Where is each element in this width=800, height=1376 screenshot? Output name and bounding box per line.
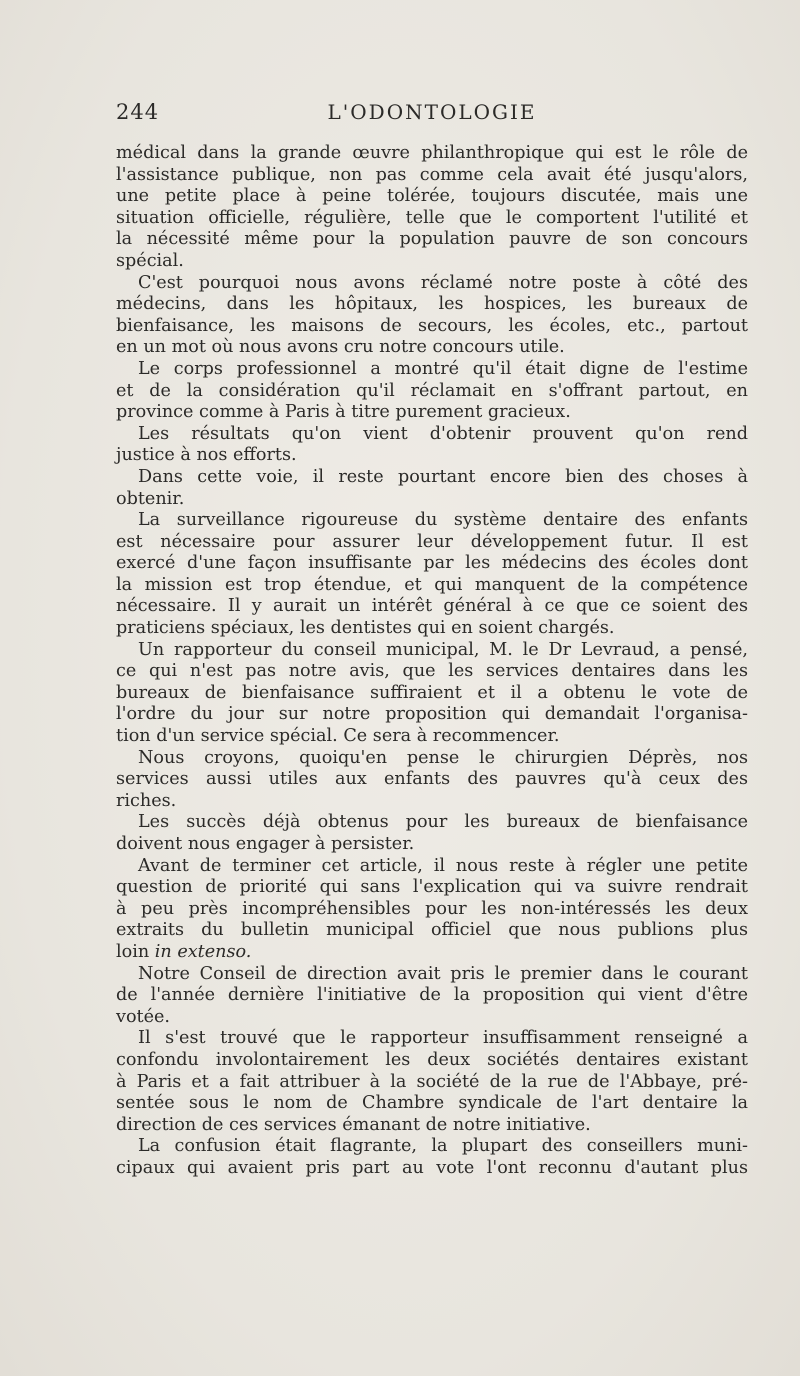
text-line: praticiens spéciaux, les dentistes qui en soient chargés. <box>116 618 615 639</box>
italic-phrase: in extenso. <box>154 941 252 962</box>
text-line: question de priorité qui sans l'explication qui va suivre rendrait <box>116 877 748 898</box>
page-number: 244 <box>116 100 160 124</box>
text-line: province comme à Paris à titre purement gracieux. <box>116 402 571 423</box>
text-line: une petite place à peine tolérée, toujours discutée, mais une <box>116 186 748 207</box>
text-line: services aussi utiles aux enfants des pauvres qu'à ceux des <box>116 769 748 790</box>
text-line: Nous croyons, quoiqu'en pense le chirurgien Déprès, nos <box>138 747 748 768</box>
text-line: sentée sous le nom de Chambre syndicale de l'art dentaire la <box>116 1093 748 1114</box>
text-line: en un mot où nous avons cru notre concours utile. <box>116 337 565 358</box>
text-line: confondu involontairement les deux sociétés dentaires existant <box>116 1049 748 1070</box>
text-line: direction de ces services émanant de notre initiative. <box>116 1114 591 1135</box>
text-line: La confusion était flagrante, la plupart des conseillers muni- <box>138 1136 748 1157</box>
text-line: C'est pourquoi nous avons réclamé notre poste à côté des <box>138 272 748 293</box>
text-line: situation officielle, régulière, telle que le comportent l'utilité et <box>116 207 748 228</box>
text-line: à peu près incompréhensibles pour les non-intéressés les deux <box>116 898 748 919</box>
text-line: Les résultats qu'on vient d'obtenir prouvent qu'on rend <box>138 423 748 444</box>
text-line: nécessaire. Il y aurait un intérêt général à ce que ce soient des <box>116 596 748 617</box>
body-text <box>116 143 748 1180</box>
text-line: bureaux de bienfaisance suffiraient et il a obtenu le vote de <box>116 682 748 703</box>
text-line: exercé d'une façon insuffisante par les médecins des écoles dont <box>116 553 748 574</box>
text-line: de l'année dernière l'initiative de la proposition qui vient d'être <box>116 985 748 1006</box>
text-line: médecins, dans les hôpitaux, les hospices, les bureaux de <box>116 294 748 315</box>
text-fragment: loin <box>116 941 150 962</box>
text-line: obtenir. <box>116 488 185 509</box>
text-line: est nécessaire pour assurer leur développement futur. Il est <box>116 531 748 552</box>
text-line: la nécessité même pour la population pauvre de son concours <box>116 229 748 250</box>
text-line: cipaux qui avaient pris part au vote l'ont reconnu d'autant plus <box>116 1157 748 1178</box>
text-line: doivent nous engager à persister. <box>116 834 415 854</box>
text-line: tion d'un service spécial. Ce sera à recommencer. <box>116 726 560 747</box>
text-line: extraits du bulletin municipal officiel que nous publions plus <box>116 920 748 941</box>
text-line: Les succès déjà obtenus pour les bureaux de bienfaisance <box>138 812 748 833</box>
text-line: Dans cette voie, il reste pourtant encore bien des choses à <box>138 466 748 487</box>
page-header <box>116 100 748 130</box>
text-line: la mission est trop étendue, et qui manquent de la compétence <box>116 574 748 595</box>
text-line: ce qui n'est pas notre avis, que les services dentaires dans les <box>116 661 748 682</box>
text-line: médical dans la grande œuvre philanthropique qui est le rôle de <box>116 143 748 163</box>
text-line: bienfaisance, les maisons de secours, les écoles, etc., partout <box>116 315 748 336</box>
text-line: spécial. <box>116 250 184 271</box>
text-line: à Paris et a fait attribuer à la société de la rue de l'Abbaye, pré- <box>116 1071 748 1092</box>
text-line: l'assistance publique, non pas comme cela avait été jusqu'alors, <box>116 164 748 185</box>
running-title: L'ODONTOLOGIE <box>327 100 537 124</box>
text-line: et de la considération qu'il réclamait en s'offrant partout, en <box>116 380 748 401</box>
text-line: l'ordre du jour sur notre proposition qui demandait l'organisa- <box>116 704 748 725</box>
text-line: riches. <box>116 790 177 811</box>
text-line: Un rapporteur du conseil municipal, M. le Dr Levraud, a pensé, <box>138 639 748 660</box>
text-line: Notre Conseil de direction avait pris le premier dans le courant <box>138 963 748 984</box>
text-line: votée. <box>116 1006 171 1027</box>
text-line: Il s'est trouvé que le rapporteur insuffisamment renseigné a <box>138 1028 748 1049</box>
text-line: La surveillance rigoureuse du système dentaire des enfants <box>138 510 748 531</box>
text-line: Avant de terminer cet article, il nous reste à régler une petite <box>138 855 748 876</box>
text-line-with-italic <box>116 942 748 964</box>
text-line: Le corps professionnel a montré qu'il était digne de l'estime <box>138 358 748 379</box>
text-line: justice à nos efforts. <box>116 445 297 466</box>
